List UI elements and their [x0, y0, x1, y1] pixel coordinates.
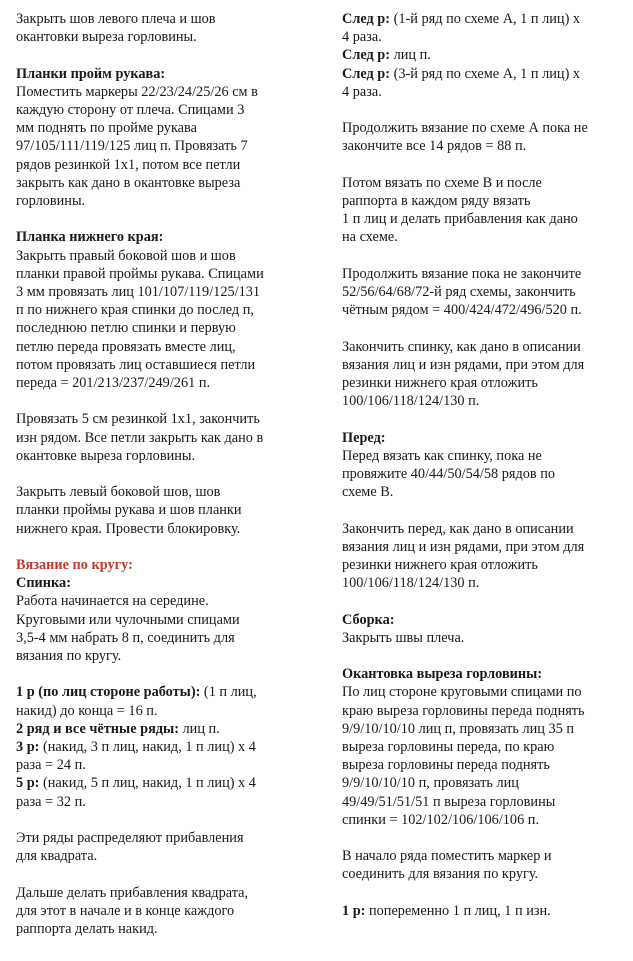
- text-line: для этот в начале и в конце каждого: [16, 902, 235, 919]
- text-line: Закрыть шов левого плеча и шов: [16, 11, 216, 27]
- rib-row-instruction: [342, 902, 627, 920]
- row-line: [16, 683, 316, 701]
- text-line: краю выреза горловины переда поднять: [342, 702, 585, 719]
- armhole-section: [16, 65, 316, 211]
- continue-a-paragraph: [342, 119, 627, 155]
- row-line: [16, 738, 316, 756]
- text-line: Поместить маркеры 22/23/24/25/26 см в: [16, 83, 258, 100]
- round-knitting-section: [16, 556, 316, 665]
- section-heading: Окантовка выреза горловины:: [342, 666, 543, 683]
- row-label: 5 р:: [16, 775, 40, 792]
- text-line: рядов резинкой 1х1, потом все петли: [16, 156, 241, 173]
- row-label: 1 р (по лиц стороне работы):: [16, 684, 201, 701]
- finish-back-paragraph: [342, 338, 627, 411]
- text-line: Провязать 5 см резинкой 1х1, закончить: [16, 411, 260, 428]
- finish-front-paragraph: [342, 520, 627, 593]
- row-label: 2 ряд и все чётные ряды:: [16, 720, 179, 737]
- text-line: спинки = 102/102/106/106/106 п.: [342, 811, 540, 828]
- seam-paragraph: [16, 483, 316, 538]
- text-line: потом провязать лиц оставшиеся петли: [16, 356, 256, 373]
- row-text: лиц п.: [178, 720, 220, 737]
- rib-paragraph: [16, 410, 316, 465]
- row-label: 1 р:: [342, 902, 366, 919]
- continue-b-paragraph: [342, 265, 627, 320]
- text-line: схеме В.: [342, 484, 394, 501]
- text-line: Продолжить вязание пока не закончите: [342, 265, 582, 282]
- section-heading: Сборка:: [342, 611, 395, 628]
- text-line: планки правой проймы рукава. Спицами: [16, 265, 264, 282]
- text-line: 9/9/10/10/10 п, провязать лиц: [342, 775, 519, 792]
- text-line: мм поднять по пройме рукава: [16, 120, 197, 137]
- text-line: 3,5-4 мм набрать 8 п, соединить для: [16, 629, 235, 646]
- text-line: 1 п лиц и делать прибавления как дано: [342, 211, 578, 228]
- text-line: раза = 32 п.: [16, 793, 86, 810]
- text-line: накид) до конца = 16 п.: [16, 702, 158, 719]
- row-text: (накид, 5 п лиц, накид, 1 п лиц) х 4: [39, 775, 256, 792]
- row-line: [342, 902, 627, 920]
- row-line: [342, 65, 627, 83]
- text-line: Работа начинается на середине.: [16, 593, 209, 610]
- row-text: (1-й ряд по схеме А, 1 п лиц) х: [390, 11, 581, 27]
- text-line: 100/106/118/124/130 п.: [342, 393, 480, 410]
- section-heading: Планка нижнего края:: [16, 229, 164, 246]
- text-line: Круговыми или чулочными спицами: [16, 611, 240, 628]
- text-line: 49/49/51/51/51 п выреза горловины: [342, 793, 556, 810]
- text-line: каждую сторону от плеча. Спицами 3: [16, 102, 245, 118]
- text-line: изн рядом. Все петли закрыть как дано в: [16, 429, 264, 446]
- row-line: [16, 774, 316, 792]
- text-line: резинки нижнего края отложить: [342, 375, 538, 391]
- text-line: Продолжить вязание по схеме А пока не: [342, 120, 588, 137]
- text-line: 4 раза.: [342, 29, 382, 46]
- row-instructions: [16, 683, 316, 810]
- section-heading: Перед:: [342, 429, 386, 446]
- row-line: [342, 10, 627, 28]
- intro-paragraph: [16, 10, 316, 46]
- text-line: Перед вязать как спинку, пока не: [342, 447, 542, 464]
- row-text: попеременно 1 п лиц, 1 п изн.: [365, 902, 551, 919]
- text-line: закончите все 14 рядов = 88 п.: [342, 138, 527, 155]
- further-paragraph: [16, 884, 316, 939]
- text-line: резинки нижнего края отложить: [342, 557, 538, 573]
- text-line: 9/9/10/10/10 лиц п, провязать лиц 35 п: [342, 720, 575, 737]
- text-line: соединить для вязания по кругу.: [342, 866, 539, 883]
- text-line: раппорта в каждом ряду вязать: [342, 193, 531, 209]
- text-line: Закрыть левый боковой шов, шов: [16, 484, 221, 501]
- text-line: По лиц стороне круговыми спицами по: [342, 684, 582, 701]
- neckline-section: [342, 665, 627, 829]
- assembly-section: [342, 611, 627, 647]
- right-column: [342, 10, 627, 920]
- row-line: [342, 46, 627, 64]
- row-label: 3 р:: [16, 739, 40, 756]
- text-line: нижнего края. Провести блокировку.: [16, 520, 241, 537]
- scheme-b-paragraph: [342, 174, 627, 247]
- row-text: лиц п.: [390, 47, 431, 64]
- text-line: Закончить спинку, как дано в описании: [342, 338, 581, 355]
- text-line: окантовки выреза горловины.: [16, 29, 197, 46]
- text-line: Эти ряды распределяют прибавления: [16, 830, 244, 847]
- bottom-edge-section: [16, 228, 316, 392]
- text-line: Потом вязать по схеме В и после: [342, 174, 542, 191]
- text-line: вязания лиц и изн рядами, при этом для: [342, 538, 585, 555]
- row-line: [16, 720, 316, 738]
- text-line: на схеме.: [342, 229, 398, 246]
- text-line: 97/105/111/119/125 лиц п. Провязать 7: [16, 138, 248, 155]
- row-text: (накид, 3 п лиц, накид, 1 п лиц) х 4: [39, 739, 256, 756]
- row-label: След р:: [342, 47, 391, 64]
- text-line: чётным рядом = 400/424/472/496/520 п.: [342, 302, 582, 319]
- text-line: закрыть как дано в окантовке выреза: [16, 174, 241, 191]
- text-line: 3 мм провязать лиц 101/107/119/125/131: [16, 284, 261, 301]
- text-line: провяжите 40/44/50/54/58 рядов по: [342, 466, 556, 482]
- marker-paragraph: [342, 847, 627, 883]
- text-line: Закрыть правый боковой шов и шов: [16, 247, 236, 264]
- row-text: (1 п лиц,: [200, 684, 257, 701]
- text-line: раппорта делать накид.: [16, 921, 158, 938]
- text-line: последнюю петлю спинки и первую: [16, 320, 236, 337]
- row-label: След р:: [342, 11, 391, 27]
- text-line: 52/56/64/68/72-й ряд схемы, закончить: [342, 284, 576, 300]
- text-line: раза = 24 п.: [16, 757, 86, 774]
- distribution-paragraph: [16, 829, 316, 865]
- text-line: петлю переда провязать вместе лиц,: [16, 338, 236, 355]
- text-line: окантовке выреза горловины.: [16, 447, 196, 464]
- left-column: [16, 10, 316, 938]
- text-line: вязания лиц и изн рядами, при этом для: [342, 356, 585, 373]
- text-line: В начало ряда поместить маркер и: [342, 848, 552, 865]
- text-line: п по нижнего края спинки до послед п,: [16, 302, 254, 319]
- text-line: переда = 201/213/237/249/261 п.: [16, 375, 211, 392]
- front-section: [342, 429, 627, 502]
- text-line: 100/106/118/124/130 п.: [342, 575, 480, 592]
- section-heading-red: Вязание по кругу:: [16, 557, 133, 574]
- next-rows: [342, 10, 627, 101]
- text-line: для квадрата.: [16, 848, 98, 865]
- subsection-heading: Спинка:: [16, 575, 71, 592]
- text-line: выреза горловины переда поднять: [342, 757, 550, 774]
- text-line: 4 раза.: [342, 83, 382, 100]
- text-line: Закончить перед, как дано в описании: [342, 520, 574, 537]
- text-line: горловины.: [16, 193, 86, 210]
- text-line: Закрыть швы плеча.: [342, 629, 465, 646]
- row-text: (3-й ряд по схеме А, 1 п лиц) х: [390, 65, 581, 82]
- text-line: планки проймы рукава и шов планки: [16, 502, 242, 519]
- section-heading: Планки пройм рукава:: [16, 65, 166, 82]
- text-line: вязания по кругу.: [16, 648, 122, 665]
- row-label: След р:: [342, 65, 391, 82]
- text-line: выреза горловины переда, по краю: [342, 739, 555, 755]
- text-line: Дальше делать прибавления квадрата,: [16, 884, 249, 901]
